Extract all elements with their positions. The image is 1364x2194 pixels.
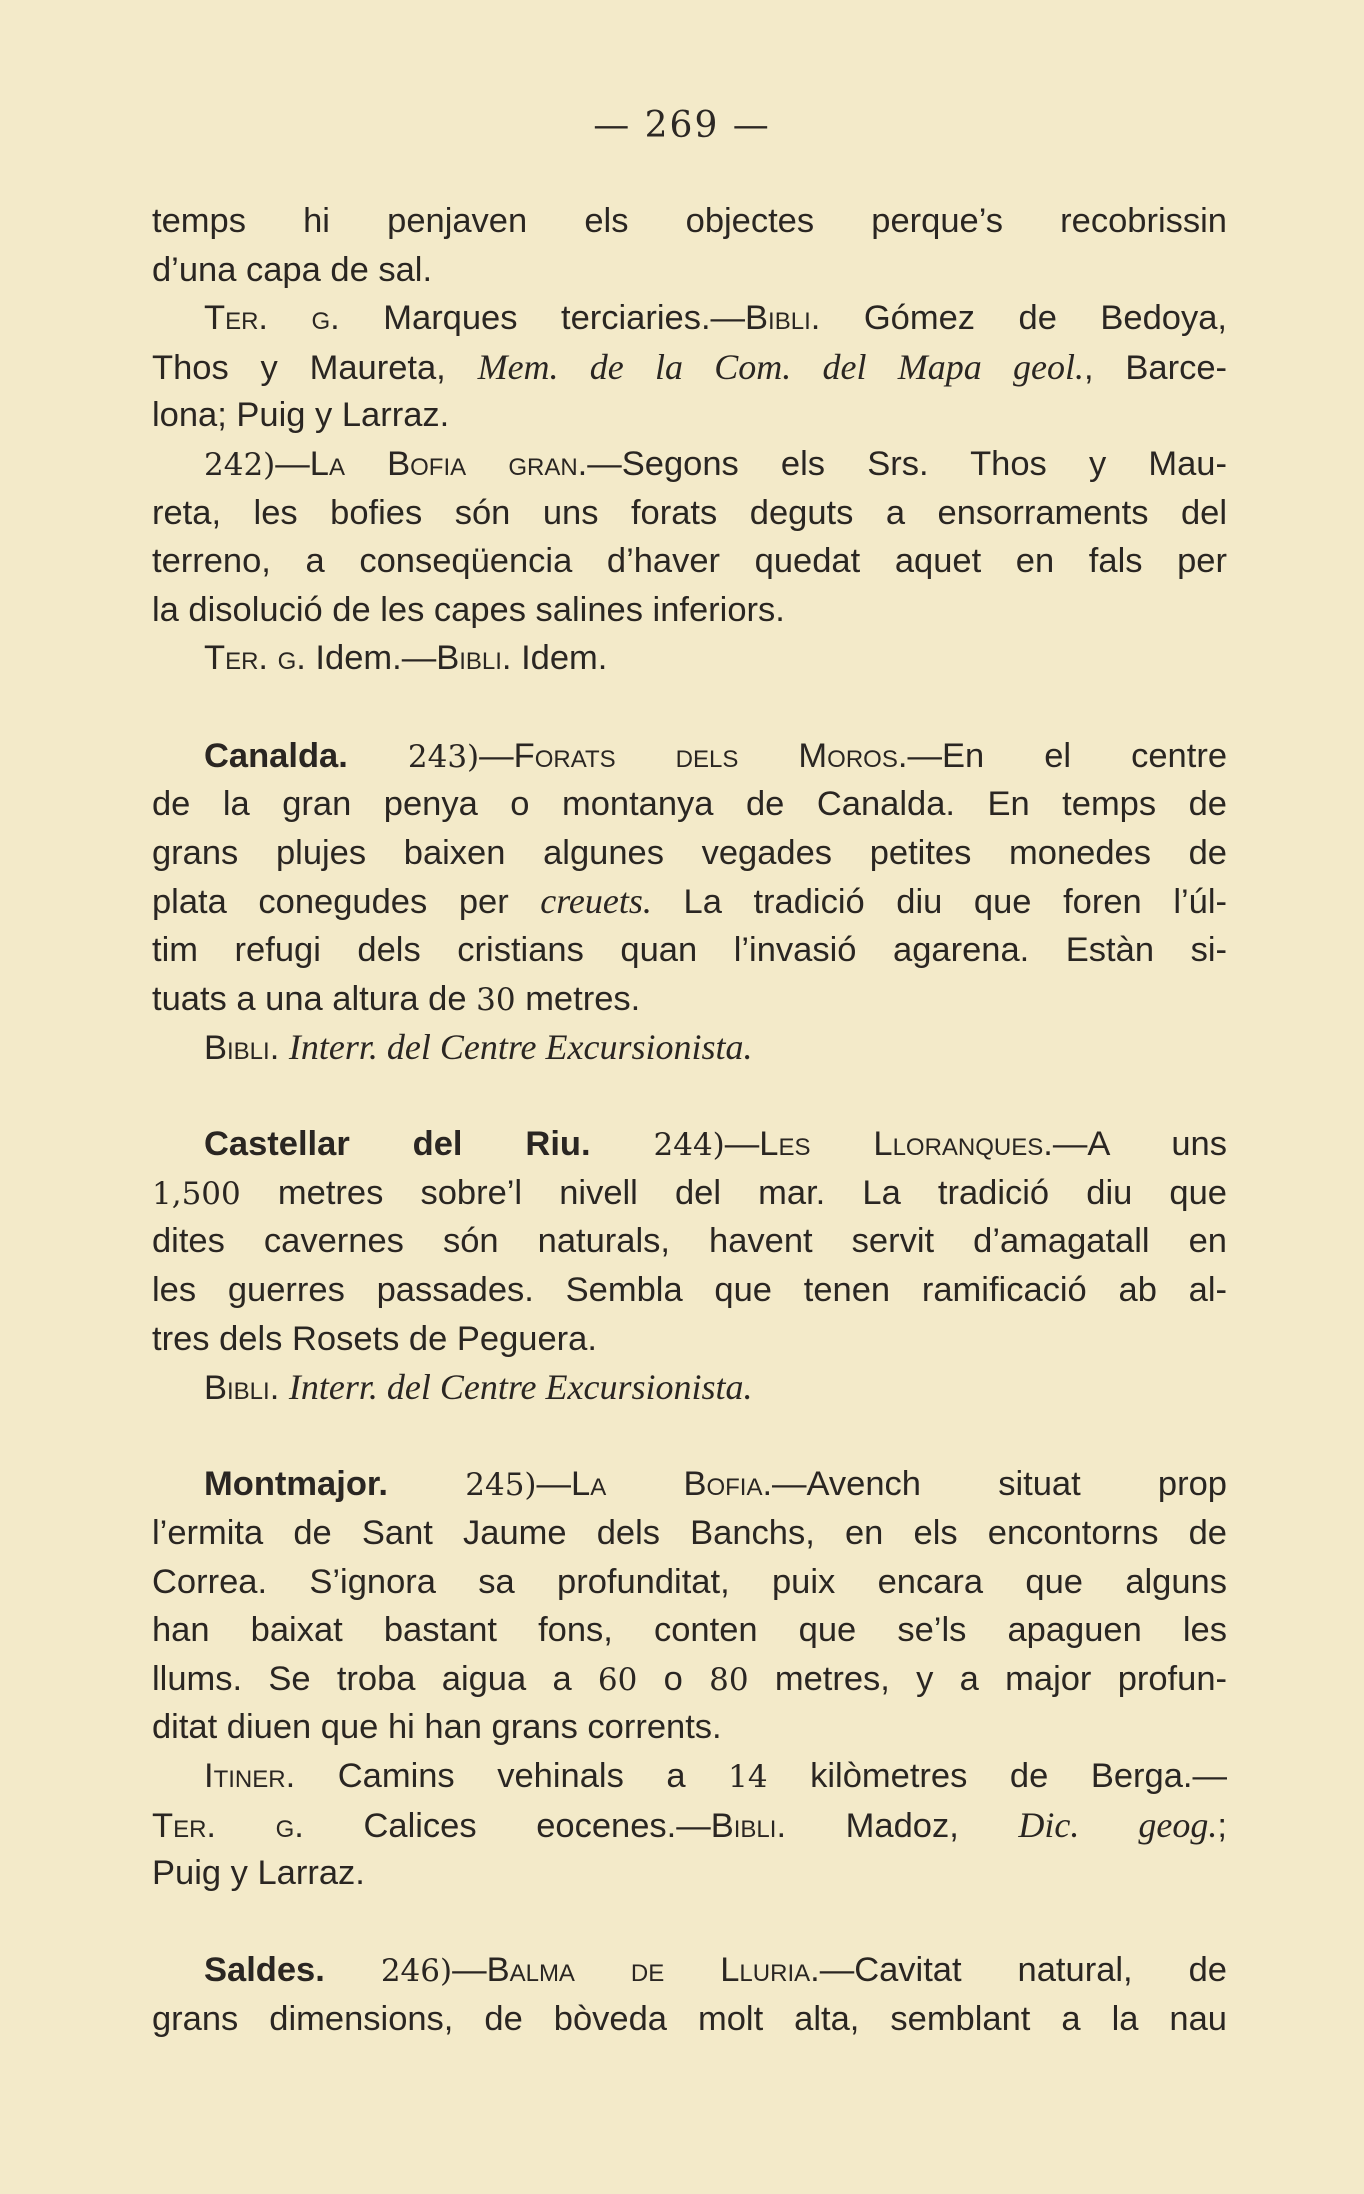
text-line: tim refugi dels cristians quan l’invasió agarena. Estàn si- [152,930,1227,969]
text-line: grans dimensions, de bòveda molt alta, semblant a la nau [152,1999,1227,2038]
text-line: plata conegudes per creuets. La tradició diu que foren l’úl- [152,881,1227,922]
entry-name: —Les Lloranques. [724,1125,1053,1164]
italic-reference: Dic. geog. [1018,1804,1218,1845]
text-line: Ter. g. Idem.—Bibli. Idem. [204,639,608,678]
text-line: tuats a una altura de 30 metres. [152,979,641,1018]
place-name: Montmajor. [204,1465,389,1504]
entry-name: —Balma de Lluria. [452,1951,820,1990]
text-line: dites cavernes són naturals, havent servit d’amagatall en [152,1222,1227,1261]
text-line: temps hi penjaven els objectes perque’s recobrissin [152,202,1227,240]
italic-reference: Interr. del Centre Excursionista. [288,1027,753,1068]
body-text [152,197,1227,2044]
place-name: Castellar del Riu. [204,1125,591,1164]
text-line: les guerres passades. Sembla que tenen ramificació ab al- [152,1271,1227,1310]
entry-243-heading: Canalda. 243)—Forats dels Moros.—En el centre [204,736,1228,775]
text-line: l’ermita de Sant Jaume dels Banchs, en els encontorns de [152,1514,1227,1553]
text-line: Itiner. Camins vehinals a 14 kilòmetres de Berga.— [204,1757,1227,1795]
text-line: d’una capa de sal. [152,250,433,289]
text-line: Bibli. Interr. del Centre Excursionista. [204,1367,753,1408]
text-line: ditat diuen que hi han grans corrents. [152,1708,722,1747]
entry-name: —Forats dels Moros. [479,736,908,775]
text-line: Ter. g. Marques terciaries.—Bibli. Gómez de Bedoya, [204,299,1227,338]
text-line: terreno, a conseqüencia d’haver quedat aquet en fals per [152,542,1227,581]
text-line: Correa. S’ignora sa profunditat, puix encara que alguns [152,1562,1227,1601]
text-line: tres dels Rosets de Peguera. [152,1319,597,1358]
text-line: Puig y Larraz. [152,1854,365,1893]
text-line: Thos y Maureta, Mem. de la Com. del Mapa geol., Barce- [152,346,1227,387]
text-line: 1,500 metres sobre’l nivell del mar. La tradició diu que [152,1173,1227,1212]
place-name: Canalda. [204,736,348,775]
text-line: grans plujes baixen algunes vegades petites monedes de [152,833,1227,872]
page-number: — 269 — [593,105,771,146]
entry-name: —La Bofia. [536,1465,773,1504]
place-name: Saldes. [204,1951,325,1990]
entry-245-heading: Montmajor. 245)—La Bofia.—Avench situat prop [204,1465,1227,1504]
italic-reference: Interr. del Centre Excursionista. [288,1367,753,1408]
text-line: reta, les bofies són uns forats deguts a ensorraments del [152,493,1227,532]
entry-name: La Bofia gran. [309,444,588,483]
text-line: lona; Puig y Larraz. [152,396,450,435]
text-line: han baixat bastant fons, conten que se’ls apaguen les [152,1611,1227,1650]
entry-246-heading: Saldes. 246)—Balma de Lluria.—Cavitat natural, de [204,1951,1227,1990]
text-line: llums. Se troba aigua a 60 o 80 metres, y a major profun- [152,1659,1228,1698]
italic-reference: Mem. de la Com. del Mapa geol. [477,346,1084,387]
text-line: Bibli. Interr. del Centre Excursionista. [204,1027,753,1068]
text-line: Ter. g. Calices eocenes.—Bibli. Madoz, Dic. geog.; [152,1804,1228,1845]
text-line: de la gran penya o montanya de Canalda. En temps de [152,785,1227,824]
entry-242-heading: 242)—La Bofia gran.—Segons els Srs. Thos y Mau- [204,444,1227,483]
text-line: la disolució de les capes salines inferiors. [152,590,785,629]
abbrev-ter: Ter. g. [204,299,340,338]
abbrev-bibli: Bibli. [745,299,821,338]
entry-244-heading: Castellar del Riu. 244)—Les Lloranques.—A uns [204,1125,1227,1164]
